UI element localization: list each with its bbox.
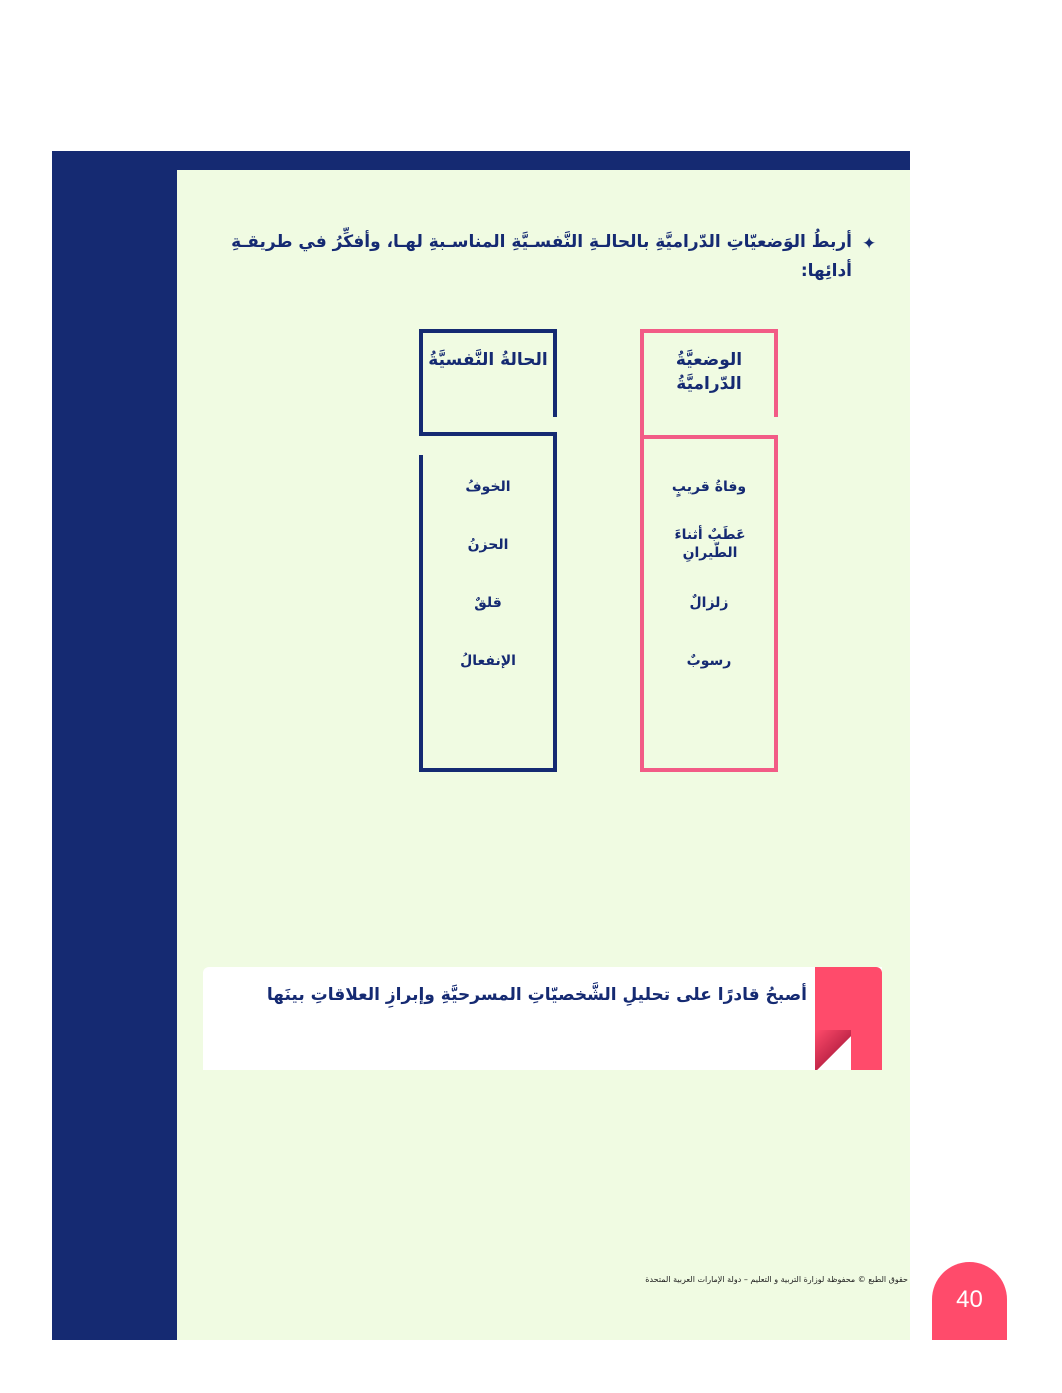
dramatic-item: وفاةُ قريبٍ [671,479,747,495]
dramatic-list-right-edge [774,435,778,772]
psych-header-box [419,329,557,436]
frame-left-bar [52,151,177,1340]
psych-item: الحزنُ [467,537,509,553]
page-fold-icon [815,1030,851,1070]
psych-column-title: الحالةُ النَّفسيَّةُ [428,350,548,370]
psych-item: قلقٌ [474,595,502,611]
instruction-text: أربطُ الوَضعيّاتِ الدّراميَّةِ بالحالـةِ النَّفسـيَّةِ المناسـبةِ لهـا، وأفكِّرُ في طريقـةِ أدائِها: [231,232,852,281]
frame-top-bar [52,151,910,170]
psych-item: الإنفعالُ [460,653,516,669]
learning-goal-text: أصبحُ قادرًا على تحليلِ الشَّخصيّاتِ المسرحيَّةِ وإبرازِ العلاقاتِ بينَها [266,985,807,1005]
psych-list-box [419,455,557,772]
dramatic-connector [640,417,644,435]
dramatic-item: عَطَبٌ أثناءَ الطّيرانِ [674,527,746,561]
dramatic-item: رسوبٌ [686,653,732,669]
copyright-note: حقوق الطبع © محفوظة لوزارة التربية و التعليم – دولة الإمارات العربية المتحدة [645,1275,908,1284]
psych-item: الخوفُ [465,479,511,495]
page-number: 40 [956,1286,983,1313]
psych-header-right-edge [553,329,557,417]
psych-connector [553,435,557,455]
dramatic-column-title: الوضعيَّةُ الدّراميَّةُ [675,350,743,394]
dramatic-item: زلزالٌ [689,595,729,611]
four-point-star-icon: ✦ [862,234,877,254]
